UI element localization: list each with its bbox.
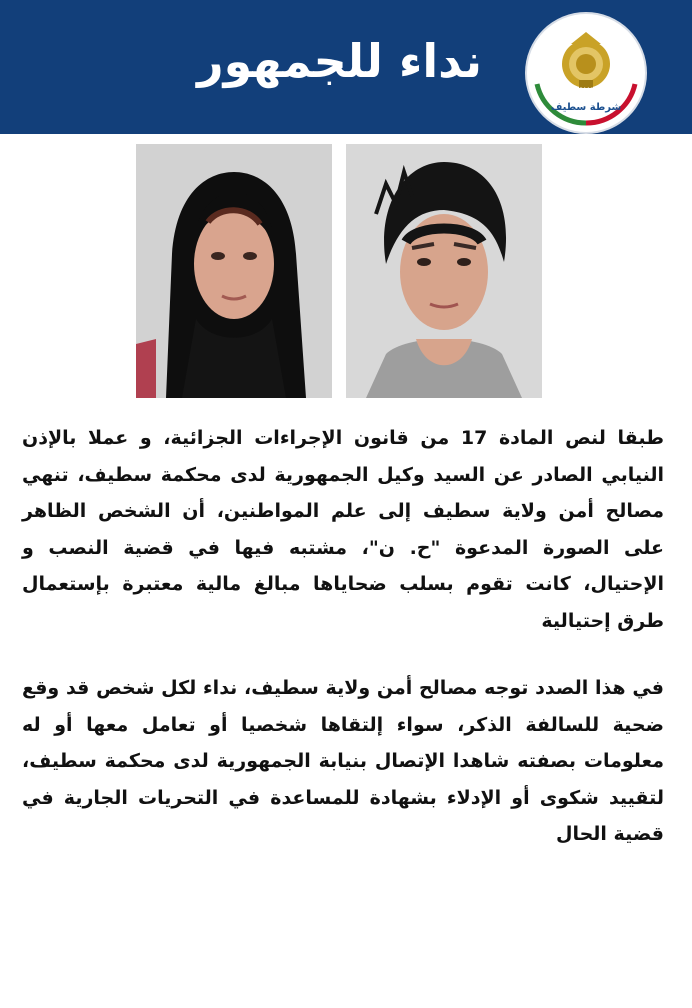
police-emblem-icon <box>527 14 645 132</box>
logo-badge-text: POLICE <box>573 87 599 94</box>
statement-paragraph-1 <box>22 420 664 640</box>
paragraph-text: في هذا الصدد توجه مصالح أمن ولاية سطيف، نداء لكل شخص قد وقع ضحية للسالفة الذكر، سواء إلتقاها شخصيا أو تعامل معها أو له معلومات بصفته شاهدا الإتصال بنيابة الجمهورية لدى محكمة سطيف، لتقييد شكوى أو الإدلاء بشهادة للمساعدة في التحريات الجارية في قضية الحال <box>22 677 664 846</box>
suspect-photo-left <box>136 144 332 398</box>
appeal-paragraph-2 <box>22 670 664 853</box>
suspect-photo-right <box>346 144 542 398</box>
paragraph-text: طبقا لنص المادة 17 من قانون الإجراءات الجزائية، و عملا بالإذن النيابي الصادر عن السيد وكيل الجمهورية لدى محكمة سطيف، تنهي مصالح أمن ولاية سطيف إلى علم المواطنين، أن الشخص الظاهر على الصورة المدعوة "ح. ن"، مشتبه فيها في قضية النصب و الإحتيال، كانت تقوم بسلب ضحاياها مبالغ مالية معتبرة بإستعمال طرق إحتيالية <box>22 427 664 632</box>
logo-caption: شرطة سطيف <box>550 102 622 113</box>
page-title: نداء للجمهور <box>197 34 482 88</box>
header-banner <box>0 0 692 134</box>
police-logo <box>527 14 645 132</box>
